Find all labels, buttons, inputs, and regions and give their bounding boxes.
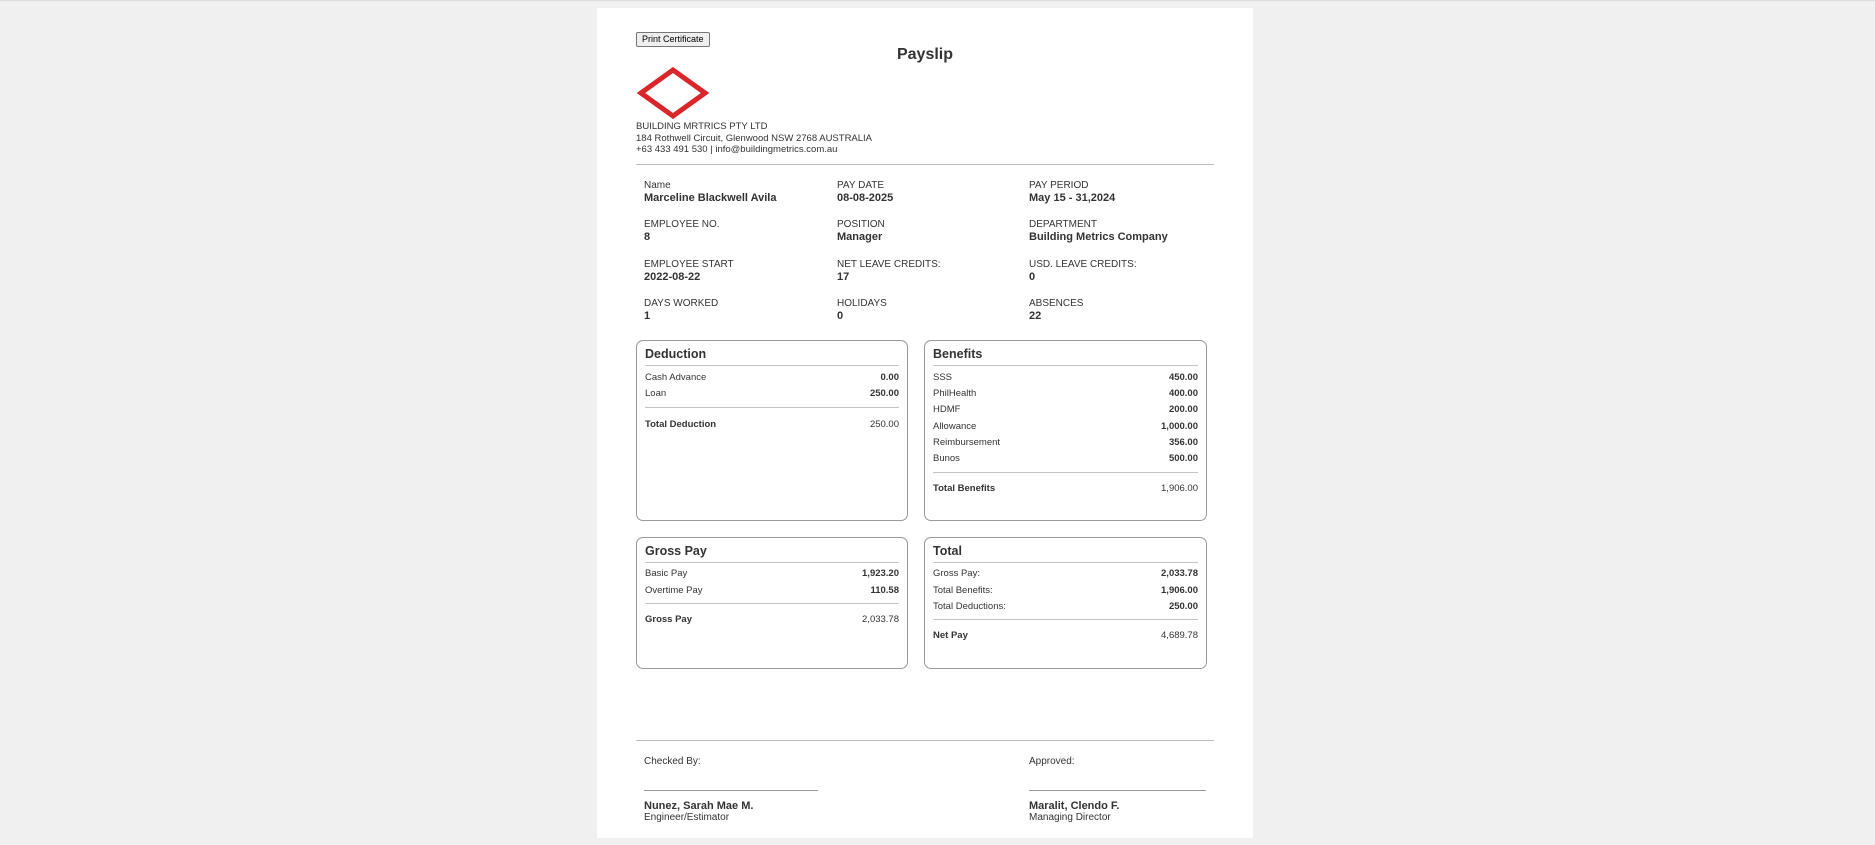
row-label: Total Benefits: [933,585,993,596]
total-box [924,537,1207,669]
row-value: 1,906.00 [1161,483,1198,494]
info-label: USD. LEAVE CREDITS: [1029,259,1137,270]
box-divider [933,619,1198,620]
checked-by-label: Checked By: [644,756,701,767]
company-block [636,121,872,156]
row-value: 250.00 [869,419,899,430]
info-value: 8 [644,231,651,243]
info-employee-start [644,259,734,284]
company-contact: +63 433 491 530 | info@buildingmetrics.com.au [636,144,838,155]
info-value: 22 [1029,310,1042,322]
benefits-title: Benefits [933,347,983,361]
print-certificate-button[interactable]: Print Certificate [636,32,710,47]
box-divider [645,365,899,366]
info-usd-leave-credits [1029,259,1137,284]
checked-by-role: Engineer/Estimator [644,812,730,823]
row-label: Total Deductions: [933,601,1006,612]
approved-block [1029,800,1119,824]
row-value: 400.00 [1168,388,1198,399]
info-label: ABSENCES [1029,298,1084,309]
checked-by-signature-line [644,790,818,791]
company-address: 184 Rothwell Circuit, Glenwood NSW 2768 AUSTRALIA [636,132,873,144]
row-label: HDMF [933,404,961,415]
row-label: Cash Advance [645,372,707,383]
info-value: Building Metrics Company [1029,231,1168,243]
total-title: Total [933,544,962,558]
row-label: Total Benefits [933,483,996,494]
row-label: Gross Pay: [933,568,980,579]
info-value: 0 [837,310,844,322]
row-label: SSS [933,372,953,383]
info-label: DEPARTMENT [1029,219,1097,230]
gross-pay-box [636,537,908,669]
page-title: Payslip [896,46,954,63]
info-label: EMPLOYEE NO. [644,219,720,230]
row-value: 450.00 [1168,372,1198,383]
row-value: 250.00 [869,388,899,399]
info-position [837,219,885,244]
info-pay-date [837,180,893,205]
company-logo-icon [637,67,709,119]
approved-role: Managing Director [1029,812,1111,823]
info-label: Name [644,180,671,191]
benefits-box [924,340,1207,521]
box-divider [933,365,1198,366]
box-divider [933,562,1198,563]
info-absences [1029,298,1083,323]
approved-signature-line [1029,790,1206,791]
row-label: Net Pay [933,630,968,641]
row-label: Reimbursement [933,437,1001,448]
deduction-title: Deduction [645,347,707,361]
info-value: 08-08-2025 [837,192,894,204]
top-divider [0,0,1875,1]
info-label: DAYS WORKED [644,298,719,309]
approved-label: Approved: [1029,756,1075,767]
info-pay-period [1029,180,1115,205]
info-value: Marceline Blackwell Avila [644,192,777,204]
company-name: BUILDING MRTRICS PTY LTD [636,121,768,132]
row-value: 2,033.78 [1161,568,1198,579]
row-label: Basic Pay [645,568,688,579]
info-net-leave-credits [837,259,941,284]
info-value: 2022-08-22 [644,271,701,283]
row-value: 2,033.78 [862,614,899,625]
info-value: May 15 - 31,2024 [1029,192,1116,204]
row-label: Gross Pay [645,614,692,625]
checked-by-name: Nunez, Sarah Mae M. [644,800,754,812]
row-label: Allowance [933,421,977,432]
row-label: PhilHealth [933,388,977,399]
deduction-box [636,340,908,521]
box-divider [645,603,899,604]
row-value: 110.58 [870,585,899,596]
box-divider [645,407,899,408]
row-value: 1,906.00 [1161,585,1198,596]
row-value: 4,689.78 [1161,630,1198,641]
info-label: EMPLOYEE START [644,259,734,270]
info-employee-no [644,219,720,244]
box-divider [645,562,899,563]
info-value: 17 [837,271,850,283]
box-divider [933,472,1198,473]
row-label: Bunos [933,453,960,464]
row-label: Overtime Pay [645,585,703,596]
info-days-worked [644,298,718,323]
row-label: Loan [645,388,667,399]
info-value: 1 [644,310,651,322]
checked-by-block [644,800,753,824]
info-department [1029,219,1168,244]
row-value: 1,923.20 [862,568,899,579]
info-label: NET LEAVE CREDITS: [837,259,941,270]
row-value: 500.00 [1168,453,1198,464]
info-value: Manager [837,231,883,243]
info-name [644,180,776,205]
info-label: HOLIDAYS [837,298,887,309]
header-divider [636,164,1214,165]
footer-divider [636,740,1214,741]
row-value: 356.00 [1168,437,1198,448]
info-holidays [837,298,887,323]
info-label: POSITION [837,219,885,230]
row-label: Total Deduction [645,419,717,430]
row-value: 250.00 [1168,601,1198,612]
gross-pay-title: Gross Pay [645,544,707,558]
approved-name: Maralit, Clendo F. [1029,800,1120,812]
info-label: PAY PERIOD [1029,180,1089,191]
row-value: 200.00 [1168,404,1198,415]
row-value: 0.00 [880,372,899,383]
info-label: PAY DATE [837,180,885,191]
info-value: 0 [1029,271,1036,283]
payslip-sheet [597,8,1253,838]
row-value: 1,000.00 [1161,421,1198,432]
